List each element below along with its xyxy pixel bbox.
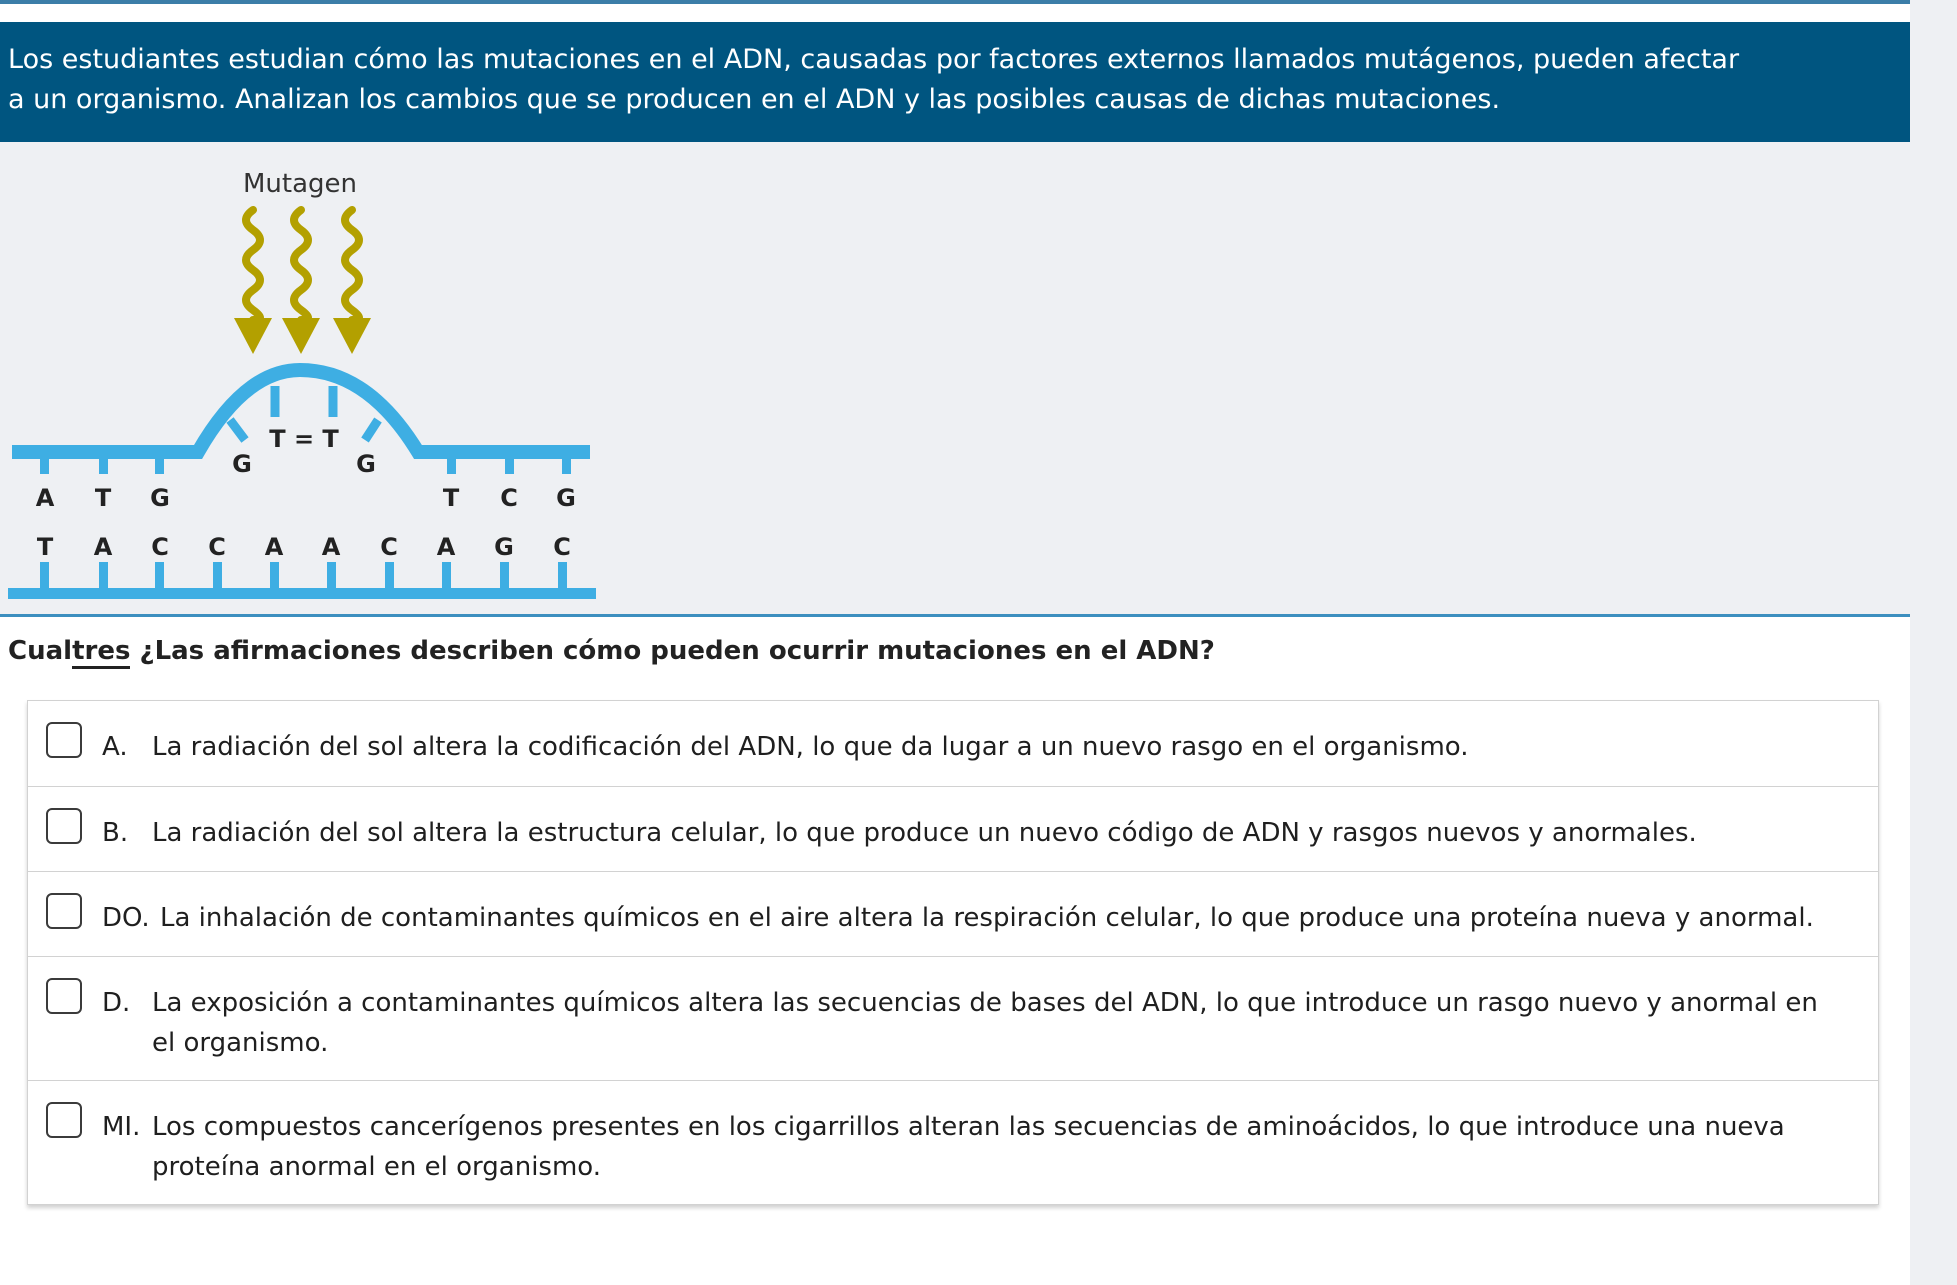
option-letter: B.	[102, 818, 129, 848]
checkbox[interactable]	[46, 808, 82, 844]
base-label: A	[321, 533, 341, 561]
arrowhead-icon	[234, 318, 272, 354]
base-label: T	[442, 484, 460, 512]
base-label: T	[94, 484, 112, 512]
mutagen-arrow-icon	[246, 210, 260, 320]
mutagen-arrow-icon	[345, 210, 359, 320]
base-label: A	[436, 533, 456, 561]
base-label: C	[553, 533, 571, 561]
mutagen-label: Mutagen	[242, 169, 358, 199]
option-text: Los compuestos cancerígenos presentes en los cigarrillos alteran las secuencias de aminoácidos, lo que introduce una nueva proteína anormal en el organismo.	[152, 1112, 1785, 1182]
option-e[interactable]	[28, 1080, 1878, 1204]
option-c[interactable]	[28, 871, 1878, 956]
checkbox[interactable]	[46, 893, 82, 929]
top-rule	[0, 0, 1910, 4]
base-label: C	[500, 484, 518, 512]
question-rest: ¿Las afirmaciones describen cómo pueden ocurrir mutaciones en el ADN?	[130, 636, 1215, 666]
mutation-figure-area	[0, 142, 1910, 617]
bottom-base-labels	[37, 533, 571, 561]
prompt-line-1: Los estudiantes estudian cómo las mutaciones en el ADN, causadas por factores externos llamados mutágenos, pueden afectar	[8, 44, 1740, 75]
checkbox[interactable]	[46, 978, 82, 1014]
base-label: T	[36, 533, 54, 561]
option-letter: DO.	[102, 903, 150, 933]
checkbox[interactable]	[46, 1102, 82, 1138]
base-label: G	[556, 484, 576, 512]
base-label: G	[356, 450, 376, 478]
option-text: La radiación del sol altera la estructura celular, lo que produce un nuevo código de ADN y rasgos nuevos y anormales.	[152, 818, 1697, 848]
arrowhead-icon	[333, 318, 371, 354]
base-label: G	[494, 533, 514, 561]
thymine-dimer-label: T = T	[269, 425, 339, 453]
option-text: La radiación del sol altera la codificación del ADN, lo que da lugar a un nuevo rasgo en el organismo.	[152, 732, 1469, 762]
option-letter: D.	[102, 988, 131, 1018]
base-label: A	[93, 533, 113, 561]
question-prefix: Cual	[8, 636, 73, 666]
top-base-labels	[36, 425, 576, 512]
dna-mutation-diagram	[0, 142, 620, 614]
prompt-banner	[0, 22, 1910, 142]
base-label: C	[208, 533, 226, 561]
base-label: A	[35, 484, 55, 512]
option-a[interactable]	[28, 701, 1878, 786]
mutagen-arrowheads	[234, 318, 371, 354]
base-label: C	[380, 533, 398, 561]
base-label: G	[232, 450, 252, 478]
dna-top-strand	[12, 370, 590, 474]
base-label: C	[151, 533, 169, 561]
question-highlight: tres	[72, 636, 130, 669]
base-label: A	[264, 533, 284, 561]
option-letter: A.	[102, 732, 128, 762]
dna-bottom-strand	[8, 562, 596, 599]
arrowhead-icon	[282, 318, 320, 354]
option-d[interactable]	[28, 956, 1878, 1080]
option-letter: MI.	[102, 1112, 141, 1142]
checkbox[interactable]	[46, 722, 82, 758]
answer-options	[27, 700, 1879, 1205]
question-text	[8, 636, 1215, 666]
option-b[interactable]	[28, 786, 1878, 871]
mutagen-arrow-icon	[294, 210, 308, 320]
option-text: La inhalación de contaminantes químicos en el aire altera la respiración celular, lo que produce una proteína nueva y anormal.	[160, 903, 1814, 933]
right-gutter	[1910, 0, 1957, 1285]
option-text: La exposición a contaminantes químicos altera las secuencias de bases del ADN, lo que introduce un rasgo nuevo y anormal en el organismo.	[152, 988, 1818, 1058]
base-label: G	[150, 484, 170, 512]
mutagen-arrows	[246, 210, 359, 320]
prompt-line-2: a un organismo. Analizan los cambios que se producen en el ADN y las posibles causas de dichas mutaciones.	[8, 84, 1501, 115]
